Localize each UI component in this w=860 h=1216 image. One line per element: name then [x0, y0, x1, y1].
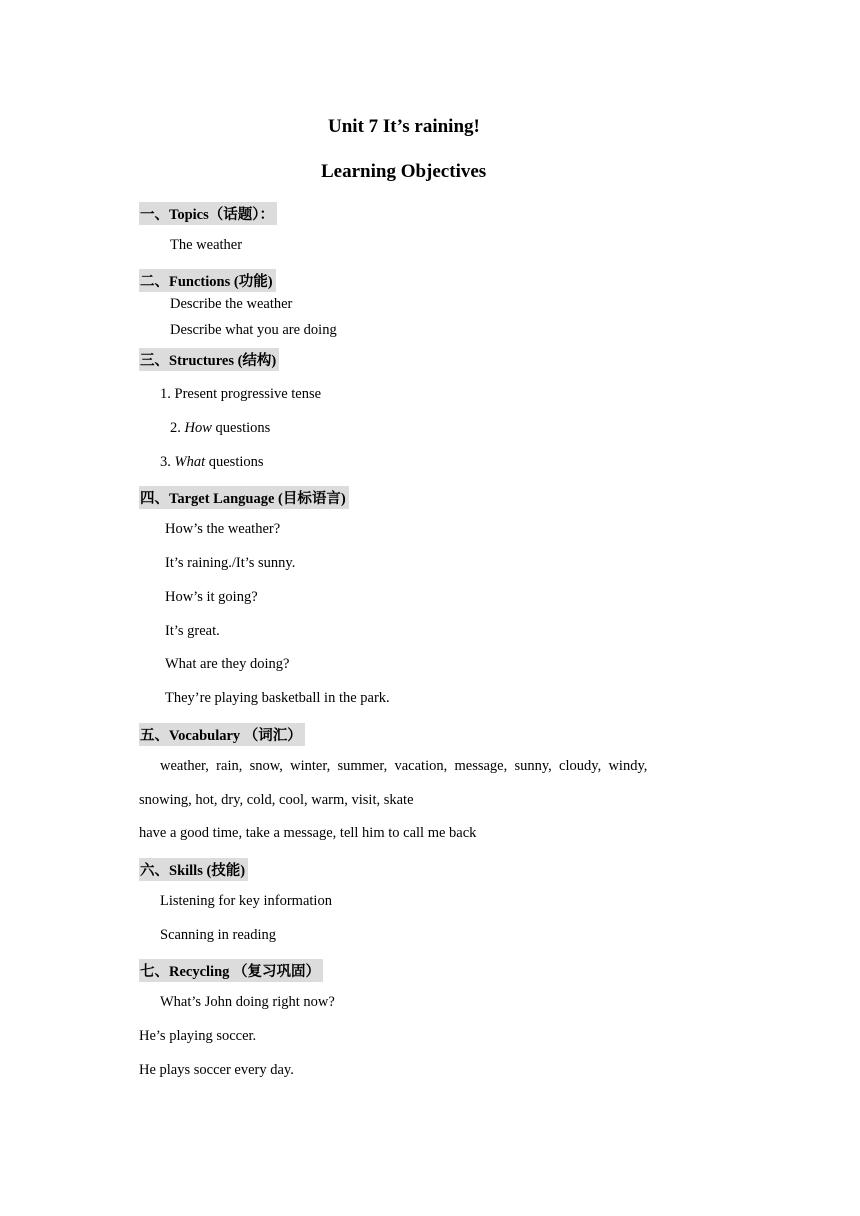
structures-item: 1. Present progressive tense	[160, 386, 322, 402]
target-language-line: They’re playing basketball in the park.	[165, 690, 390, 706]
target-language-line: How’s the weather?	[165, 521, 281, 537]
section-heading-functions: 二、Functions (功能)	[139, 269, 276, 292]
skills-line: Listening for key information	[160, 893, 332, 909]
target-language-line: It’s great.	[165, 623, 220, 639]
structures-item-emphasis: What	[174, 454, 206, 470]
topics-line: The weather	[170, 237, 243, 253]
section-heading-vocabulary: 五、Vocabulary （词汇）	[139, 723, 305, 746]
target-language-line: How’s it going?	[165, 589, 258, 605]
skills-line: Scanning in reading	[160, 927, 276, 943]
structures-item-emphasis: How	[184, 420, 212, 436]
target-language-line: It’s raining./It’s sunny.	[165, 555, 296, 571]
structures-item-text: questions	[205, 454, 264, 470]
recycling-line: He plays soccer every day.	[139, 1062, 294, 1078]
document-title: Unit 7 It’s raining!	[328, 116, 480, 137]
section-heading-topics: 一、Topics（话题）：	[139, 202, 277, 225]
vocabulary-line: snowing, hot, dry, cold, cool, warm, visit, skate	[139, 792, 414, 808]
target-language-line: What are they doing?	[165, 656, 290, 672]
recycling-line: What’s John doing right now?	[160, 994, 335, 1010]
functions-line: Describe the weather	[170, 296, 293, 312]
recycling-line: He’s playing soccer.	[139, 1028, 257, 1044]
section-heading-structures: 三、Structures (结构)	[139, 348, 279, 371]
vocabulary-line: have a good time, take a message, tell him to call me back	[139, 825, 477, 841]
structures-item-number: 2.	[170, 420, 185, 436]
structures-item-number: 3.	[160, 454, 175, 470]
structures-item-text: questions	[211, 420, 271, 436]
section-heading-target-language: 四、Target Language (目标语言)	[139, 486, 349, 509]
structures-item	[160, 454, 264, 471]
section-heading-skills: 六、Skills (技能)	[139, 858, 248, 881]
document-subtitle: Learning Objectives	[321, 161, 487, 182]
structures-item	[170, 420, 270, 437]
section-heading-recycling: 七、Recycling （复习巩固）	[139, 959, 323, 982]
vocabulary-line: weather, rain, snow, winter, summer, vacation, message, sunny, cloudy, windy,	[160, 758, 648, 774]
functions-line: Describe what you are doing	[170, 322, 337, 338]
